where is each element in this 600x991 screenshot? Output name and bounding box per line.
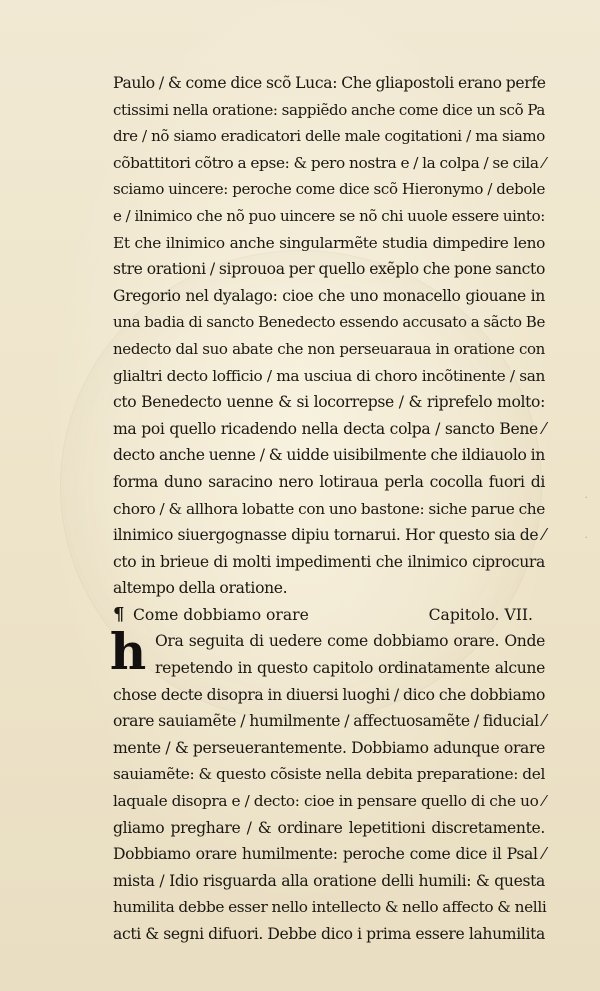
text-line: sauiamẽte: & questo cõsiste nella debita preparatione: del [113,765,545,784]
text-line: mista / Idio risguarda alla oratione delli humili: & questa [113,871,545,890]
text-line: Paulo / & come dice scõ Luca: Che gliapostoli erano perfe [113,74,546,92]
text-line: ma poi quello ricadendo nella decta colpa / sancto Bene ⁄ [113,419,545,438]
text-line: sciamo uincere: peroche come dice scõ Hieronymo / debole [113,180,545,199]
text-line: Et che ilnimico anche singularmẽte studia dimpedire leno [113,233,545,252]
chapter-body [109,622,547,947]
text-line: mente / & perseuerantemente. Dobbiamo adunque orare [113,738,545,757]
text-line: acti & segni difuori. Debbe dico i prima essere lahumilita [113,925,545,943]
text-line: Ora seguita di uedere come dobbiamo orare. Onde [155,632,545,651]
text-line: Gregorio nel dyalago: cioe che uno monacello giouane in [113,286,545,305]
text-line: chose decte disopra in diuersi luoghi / dico che dobbiamo [113,685,545,704]
text-line: forma duno saracino nero lotiraua perla cocolla fuori di [113,472,545,491]
text-line: nedecto dal suo abate che non perseuaraua in oratione con [113,339,545,358]
text-line: glialtri decto lofficio / ma usciua di choro incõtinente / san [113,366,545,385]
paragraph-mark: ¶ [113,603,125,625]
text-block [109,70,547,948]
text-line: dre / nõ siamo eradicatori delle male cogitationi / ma siamo [113,127,545,146]
chapter-number: Capitolo. VII. [428,605,533,624]
text-line: cto Benedecto uenne & si locorrepse / & riprefelo molto: [113,393,545,412]
text-line: gliamo preghare / & ordinare lepetitioni discretamente. [113,818,545,837]
margin-mark: · [584,531,588,544]
text-line: choro / & allhora lobatte con uno bastone: siche parue che [113,499,545,518]
text-line: una badia di sancto Benedecto essendo accusato a sãcto Be [113,313,545,332]
text-line: humilita debbe esser nello intellecto & nello affecto & nelli [113,898,547,917]
text-line: stre orationi / siprouoa per quello exẽplo che pone sancto [113,260,545,279]
text-line: ctissimi nella oratione: sappiẽdo anche come dice un scõ Pa [113,100,545,119]
text-line: orare sauiamẽte / humilmente / affectuosamẽte / fiducial ⁄ [113,712,546,731]
text-line: cõbattitori cõtro a epse: & pero nostra e / la colpa / se cila ⁄ [113,153,545,172]
text-line: cto in brieue di molti impedimenti che ilnimico ciprocura [113,552,545,571]
text-line: decto anche uenne / & uidde uisibilmente che ildiauolo in [113,446,545,465]
text-line: altempo della oratione. [113,579,288,598]
text-line: Dobbiamo orare humilmente: peroche come dice il Psal ⁄ [113,845,545,864]
text-line: repetendo in questo capitolo ordinatamente alcune [155,659,545,678]
chapter-heading [113,602,545,629]
text-line: ilnimico siuergognasse dipiu tornarui. Hor questo sia de ⁄ [113,526,545,545]
margin-mark: · [584,491,588,504]
decorated-initial: h [109,622,147,682]
chapter-title: Come dobbiamo orare [133,605,309,624]
text-line: laquale disopra e / decto: cioe in pensare quello di che uo ⁄ [113,792,545,811]
text-line: e / ilnimico che nõ puo uincere se nõ chi uuole essere uinto: [113,206,545,225]
